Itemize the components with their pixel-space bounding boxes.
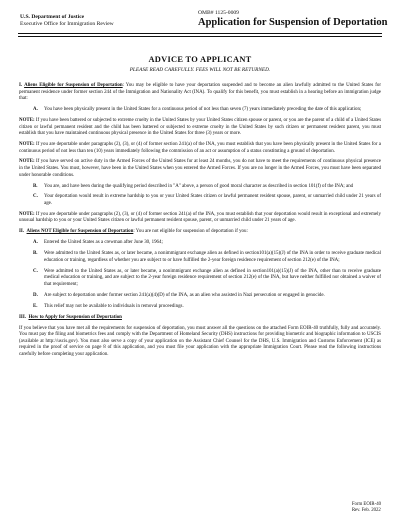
note-label: NOTE: <box>19 211 35 217</box>
item-letter: D. <box>33 292 38 298</box>
section-2-item-b <box>33 251 381 264</box>
item-letter: E. <box>33 303 38 309</box>
section-1-number: I. <box>19 83 23 88</box>
note-label: NOTE: <box>19 117 35 123</box>
item-text: Your deportation would result in extreme hardship to you or your United States citizen or lawful permanent resident spouse, parent, or unmarried child under 21 years of age. <box>44 194 381 206</box>
header-rule-thin <box>18 36 382 37</box>
item-letter: A. <box>33 240 38 246</box>
section-3-number: III. <box>19 314 26 320</box>
section-2-item-c <box>33 269 381 289</box>
section-2-item-d <box>33 293 381 300</box>
section-1-intro-text: : You may be eligible to have your deportation suspended and to become an alien lawfully admitted to the United States for permanent residence under former section 244 of the Immigration and Nationality Act (INA). To qualify for this benefit, you must establish in a hearing before an immigration judge that: <box>19 83 382 102</box>
note-text: If you are deportable under paragraphs (2), (3), or (4) of former section 241(a) of the INA, you must establish that your deportation would result in exceptional and extremely unusual hardship to you or your United States citizen or lawful permanent resident spouse, parent, or unmarried child under 21 years of age. <box>19 211 381 224</box>
section-2-number: II. <box>19 229 25 235</box>
section-1-item-a <box>33 107 381 114</box>
item-letter: C. <box>33 268 38 274</box>
item-text: This relief may not be available to individuals in removal proceedings. <box>44 303 184 309</box>
section-1-heading: Aliens Eligible for Suspension of Deportation <box>24 83 123 88</box>
section-1-intro <box>19 83 381 103</box>
section-1-item-c <box>33 194 381 207</box>
form-number: Form EOIR-40 <box>351 502 381 507</box>
document-body <box>19 83 381 363</box>
item-text: Were admitted to the United States as, or later became, a nonimmigrant exchange alien as defined in section101(a)(15)(J) of the INA in order to receive graduate medical education or training, regardless of whether you are subject to or have fulfilled the 2-year foreign residence requirement of section 212(e) of the INA; <box>44 251 381 263</box>
item-text: Were admitted to the United States as, or later became, a nonimmigrant exchange alien as defined in section101(a)(15)(J) of the INA, other than to receive graduate medical education or training, and are subject to the 2-year foreign residence requirement of section 212(e) of the INA, but have neither fulfilled nor obtained a waiver of that requirement; <box>44 268 381 287</box>
header-rule-thick <box>18 33 382 34</box>
form-footer <box>352 502 381 514</box>
note-3 <box>19 159 381 179</box>
note-4 <box>19 212 381 225</box>
item-text: You have been physically present in the United States for a continuous period of not less than seven (7) years immediately preceding the date of this application; <box>44 107 362 113</box>
item-letter: B. <box>33 183 38 189</box>
item-text: You are, and have been during the qualifying period described in "A" above, a person of good moral character as described in section 101(f) of the INA; and <box>44 183 354 189</box>
agency-block <box>20 14 114 28</box>
note-text: If you have served on active duty in the Armed Forces of the United States for at least 24 months, you do not have to meet the requirements of continuous physical presence in the United States. You must, however, have been in the United States when you entered the Armed Forces. If you are no longer in the Armed Forces, you must have been separated under honorable conditions. <box>19 159 381 178</box>
agency-name: U.S. Department of Justice <box>20 14 85 20</box>
section-2-heading: Aliens NOT Eligible for Suspension of Deportation <box>26 229 134 235</box>
omb-number: OMB# 1125-0009 <box>198 10 239 16</box>
section-1-item-b <box>33 184 381 191</box>
note-label: NOTE: <box>19 142 35 147</box>
advice-subtitle: PLEASE READ CAREFULLY. FEES WILL NOT BE RETURNED. <box>129 67 271 73</box>
advice-title: ADVICE TO APPLICANT <box>148 55 252 64</box>
section-3-heading-line <box>19 315 381 322</box>
section-3-text: If you believe that you have met all the requirements for suspension of deportation, you must answer all the questions on the attached Form EOIR-40 truthfully, fully and accurately. You must pay the filing and biometrics fees and comply with the Department of Homeland Security (DHS) instructions for providing biometric and biographic information to USCIS (available at http://uscis.gov). You must also serve a copy of your application on the Assistant Chief Counsel for the DHS, U.S. Immigration and Customs Enforcement (ICE) as required in the proof of service on page 8 of this application, and you must file your application with the appropriate Immigration Court. Please read the following instructions carefully before completing your application. <box>19 325 381 357</box>
section-2-item-e <box>33 304 381 311</box>
section-2-intro-text: : You are not eligible for suspension of deportation if you: <box>133 229 248 235</box>
note-2 <box>19 142 381 155</box>
section-2-item-a <box>33 240 381 247</box>
item-text: Entered the United States as a crewman after June 30, 1964; <box>44 240 163 246</box>
agency-office: Executive Office for Immigration Review <box>20 21 114 27</box>
section-2-intro <box>19 229 381 236</box>
item-text: Are subject to deportation under former section 241(a)(4)(D) of the INA, as an alien who assisted in Nazi persecution or engaged in genocide. <box>44 292 325 298</box>
form-title: Application for Suspension of Deportation <box>198 17 388 28</box>
note-label: NOTE: <box>19 159 35 165</box>
item-letter: B. <box>33 251 38 257</box>
note-text: If you are deportable under paragraphs (2), (3), or (4) of former section 241(a) of the INA, you must establish that you have been physically present in the United States for a continuous period of not less than ten (10) years immediately following the commission of an act or assumption of a status constituting a ground of deportation. <box>19 142 381 154</box>
note-1 <box>19 118 381 138</box>
form-revision: Rev. Feb. 2022 <box>351 507 381 513</box>
item-letter: C. <box>33 194 38 200</box>
note-text: If you have been battered or subjected to extreme cruelty in the United States by your United States citizen spouse or parent, or you are the parent of a child of a United States citizen or lawful permanent resident and the child has been battered or subjected to extreme cruelty in the United States by such citizen or permanent resident parent, you must establish that you have maintained continuous physical presence in the United States for three (3) years or more. <box>19 117 381 137</box>
item-letter: A. <box>33 107 38 113</box>
section-3-heading: How to Apply for Suspension of Deportation <box>28 314 122 320</box>
